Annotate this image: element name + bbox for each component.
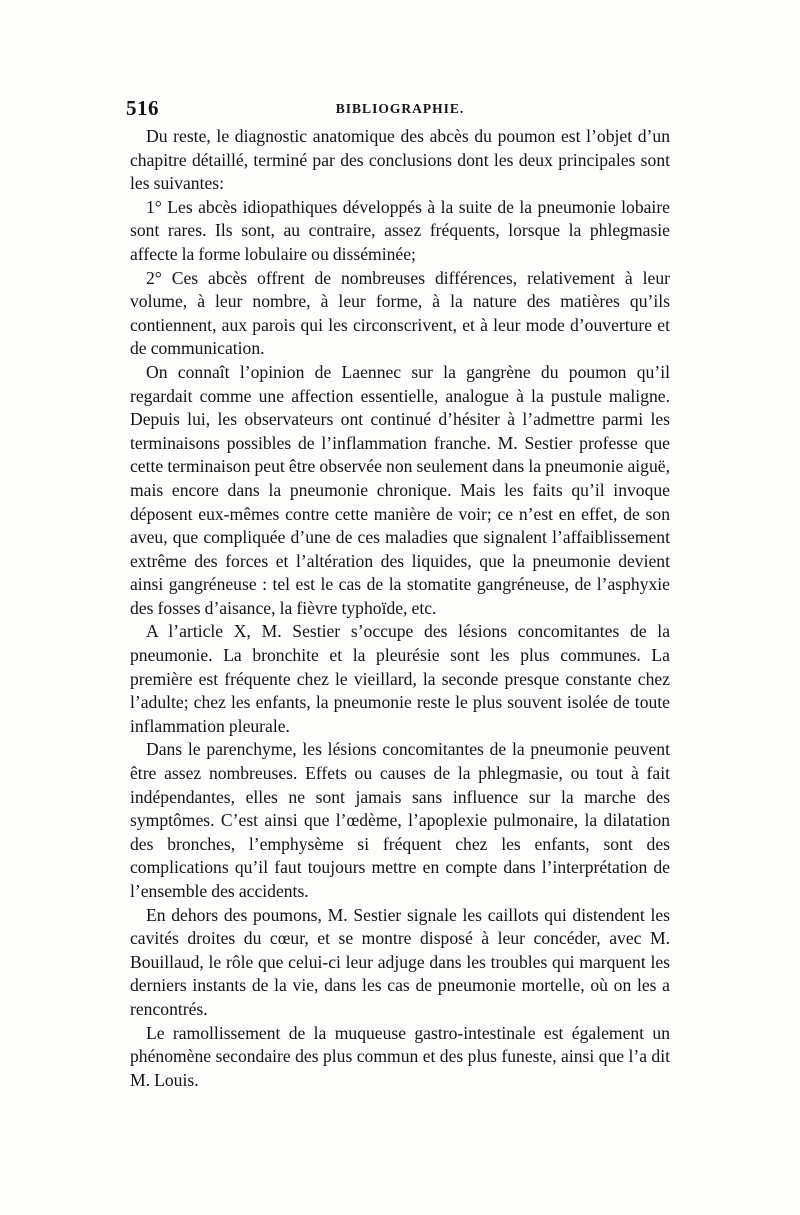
paragraph: A l’article X, M. Sestier s’occupe des lésions concomitantes de la pneumonie. La bronchite et la pleurésie sont les plus communes. La première est fréquente chez le vieillard, la seconde presque constante chez l’adulte; chez les enfants, la pneumonie reste le plus souvent isolée de toute inflammation pleurale. <box>130 621 670 736</box>
running-title: BIBLIOGRAPHIE. <box>335 101 465 116</box>
body-text <box>130 125 670 1092</box>
paragraph: 2° Ces abcès offrent de nombreuses différences, relativement à leur volume, à leur nombre, à leur forme, à la nature des matières qu’ils contiennent, aux parois qui les circonscrivent, et à leur mode d’ouverture et de communication. <box>130 267 670 359</box>
paragraph: En dehors des poumons, M. Sestier signale les caillots qui distendent les cavités droites du cœur, et se montre disposé à leur concéder, avec M. Bouillaud, le rôle que celui-ci leur adjuge dans les troubles qui marquent les derniers instants de la vie, dans les cas de pneumonie mortelle, où on les a rencontrés. <box>130 904 670 1019</box>
paragraph: On connaît l’opinion de Laennec sur la gangrène du poumon qu’il regardait comme une affection essentielle, analogue à la pustule maligne. Depuis lui, les observateurs ont continué d’hésiter à l’admettre parmi les terminaisons possibles de l’inflammation franche. M. Sestier professe que cette terminaison peut être observée non seulement dans la pneumonie aiguë, mais encore dans la pneumonie chronique. Mais les faits qu’il invoque déposent eux-mêmes contre cette manière de voir; ce n’est en effet, de son aveu, que compliquée d’une de ces maladies que signalent l’affaiblissement extrême des forces et l’altération des liquides, que la pneumonie devient ainsi gangréneuse : tel est le cas de la stomatite gangréneuse, de l’asphyxie des fosses d’aisance, la fièvre typhoïde, etc. <box>130 361 670 618</box>
paragraph: Dans le parenchyme, les lésions concomitantes de la pneumonie peuvent être assez nombreuses. Effets ou causes de la phlegmasie, ou tout à fait indépendantes, elles ne sont jamais sans influence sur la marche des symptômes. C’est ainsi que l’œdème, l’apoplexie pulmonaire, la dilatation des bronches, l’emphysème si fréquent chez les enfants, sont des complications qu’il faut toujours mettre en compte dans l’interprétation de l’ensemble des accidents. <box>130 739 670 901</box>
paragraph: 1° Les abcès idiopathiques développés à la suite de la pneumonie lobaire sont rares. Ils sont, au contraire, assez fréquents, lorsque la phlegmasie affecte la forme lobulaire ou disséminée; <box>130 196 670 264</box>
paragraph: Du reste, le diagnostic anatomique des abcès du poumon est l’objet d’un chapitre détaillé, terminé par des conclusions dont les deux principales sont les suivantes: <box>130 126 670 194</box>
page-header <box>126 96 674 126</box>
page-number: 516 <box>126 96 159 120</box>
bleed-through-texture <box>370 1068 680 1100</box>
paragraph: Le ramollissement de la muqueuse gastro-intestinale est également un phénomène secondaire des plus commun et des plus funeste, ainsi que l’a dit M. Louis. <box>130 1022 670 1090</box>
